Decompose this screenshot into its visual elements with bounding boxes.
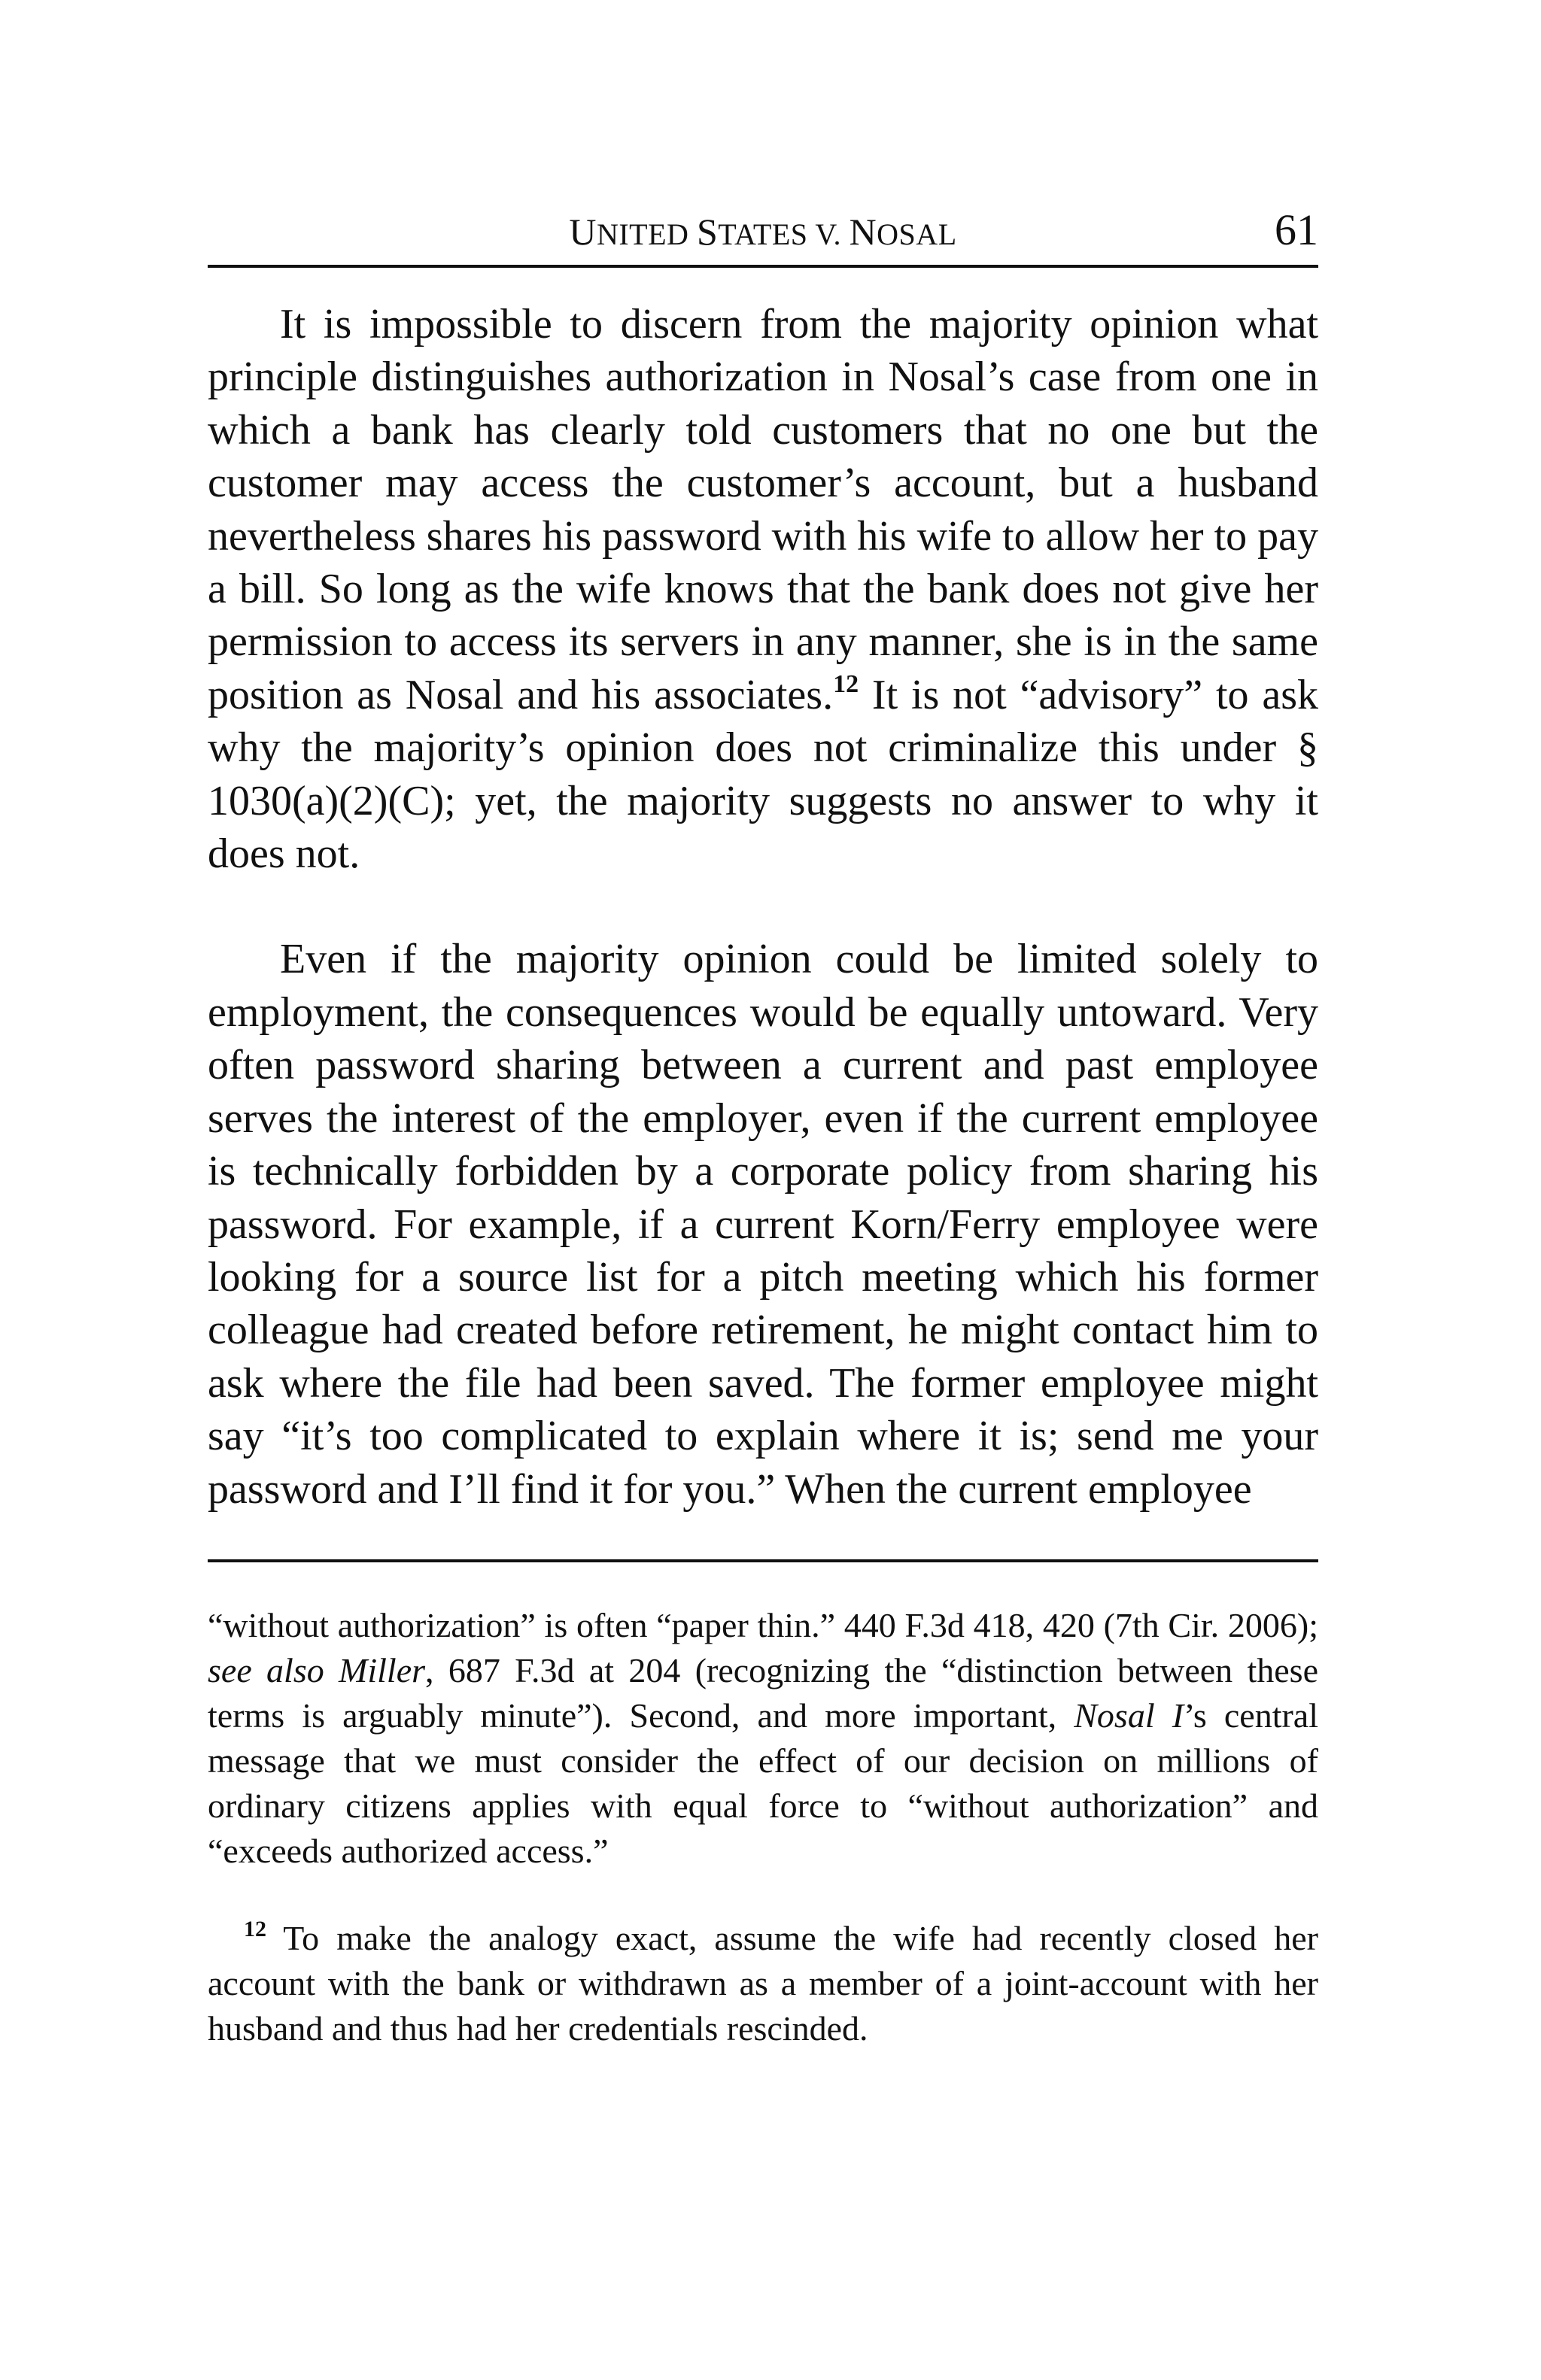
title-smallcaps-osal: OSAL [877,217,957,251]
footnote-12-number: 12 [244,1916,266,1941]
running-header [208,203,1318,268]
footnote-case-miller: Miller [339,1650,426,1689]
title-smallcaps-tates: TATES V. [718,217,850,251]
title-initial-n: N [849,211,877,253]
paragraph-1 [208,298,1318,880]
footnote-continued [208,1603,1318,1874]
footnote-12 [208,1916,1318,2051]
footnote-continued-seg1: “without authorization” is often “paper thin.” 440 F.3d 418, 420 (7th Cir. 2006); [208,1605,1318,1644]
footnote-reference-12[interactable]: 12 [833,669,859,698]
title-initial-s: S [696,211,719,253]
title-smallcaps-nited: NITED [596,217,697,251]
footnote-continued-seg3: ’s central message that we must consider the effect of our decision on millions of ordinary citizens applies with equal force to “without authorization” and “exceeds authorized access.” [208,1695,1319,1870]
footnote-space [324,1651,339,1689]
paragraph-1-text-a: It is impossible to discern from the majority opinion what principle distinguishes authorization in Nosal’s case from one in which a bank has clearly told customers that no one but the customer may access the customer’s account, but a husband nevertheless shares his password with his wife to allow her to pay a bill. So long as the wife knows that the bank does not give her permission to access its servers in any manner, she is in the same position as Nosal and his associates. [208,301,1318,718]
document-page [208,203,1318,2051]
paragraph-1-text-b: It is not “advisory” to ask why the majority’s opinion does not criminalize this under § 1030(a)(2)(C); yet, the majority suggests no answer to why it does not. [208,671,1319,878]
footnote-separator [208,1559,1318,1562]
body-text [208,298,1318,1516]
footnote-continued-seg2: , 687 F.3d at 204 (recognizing the “distinction between these terms is arguably minute”). Second, and more important, [208,1650,1318,1735]
running-title [208,209,1318,257]
title-initial-u: U [569,211,597,253]
footnote-case-nosal-i: Nosal I [1074,1695,1184,1735]
page-number: 61 [1275,205,1318,254]
footnote-12-text: To make the analogy exact, assume the wife had recently closed her account with the bank or withdrawn as a member of a joint-account with her husband and thus had her credentials rescinded. [208,1918,1318,2048]
footnotes [208,1603,1318,2051]
footnote-see-also: see also [208,1650,324,1689]
paragraph-2: Even if the majority opinion could be limited solely to employment, the consequences would be equally untoward. Very often password sharing between a current and past employee serves the interest of the employer, even if the current employee is technically forbidden by a corporate policy from sharing his password. For example, if a current Korn/Ferry employee were looking for a source list for a pitch meeting which his former colleague had created before retirement, he might contact him to ask where the file had been saved. The former employee might say “it’s too complicated to explain where it is; send me your password and I’ll find it for you.” When the current employee [208,936,1318,1513]
